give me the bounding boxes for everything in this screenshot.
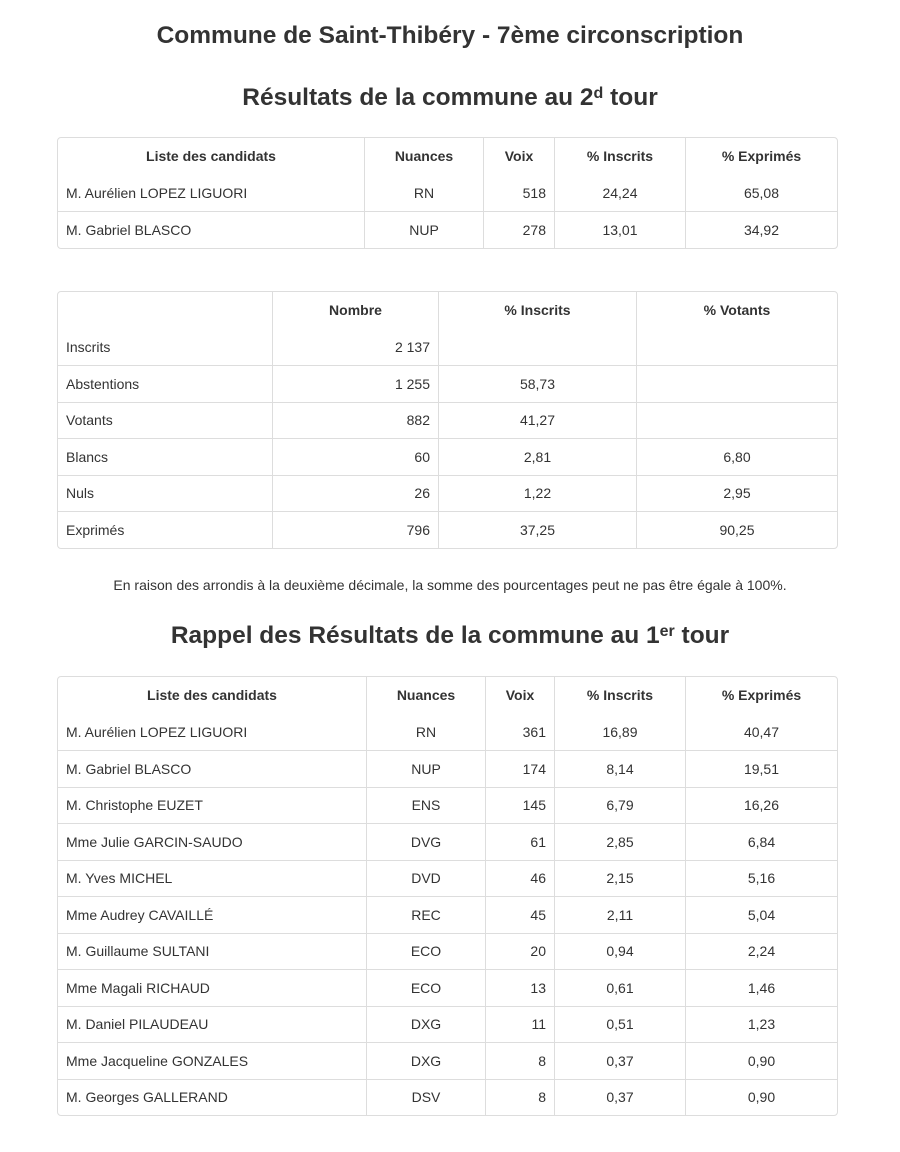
candidate-inscrits: 6,79 [554,787,685,824]
candidate-inscrits: 0,61 [554,969,685,1006]
participation-inscrits: 41,27 [438,402,636,439]
participation-inscrits: 37,25 [438,511,636,548]
candidate-inscrits: 2,11 [554,896,685,933]
candidate-exprimes: 2,24 [685,933,837,970]
participation-nombre: 2 137 [272,329,438,366]
header-votants: % Votants [636,292,837,329]
first-round-title-suffix: tour [674,622,730,649]
candidate-nuance: DXG [366,1006,485,1043]
candidate-inscrits: 2,85 [554,823,685,860]
candidate-exprimes: 0,90 [685,1042,837,1079]
table-row [58,896,837,933]
second-round-title-text: Résultats de la commune au 2 [242,84,594,111]
first-round-title-sup: er [659,623,675,640]
candidate-nuance: DVD [366,860,485,897]
participation-label: Exprimés [58,511,272,548]
participation-votants [636,329,837,366]
table-row [58,365,837,402]
candidate-nuance: ECO [366,933,485,970]
participation-nombre: 26 [272,475,438,512]
candidate-inscrits: 24,24 [554,175,685,212]
participation-table [57,291,838,549]
candidate-exprimes: 34,92 [685,211,837,248]
candidate-inscrits: 16,89 [554,714,685,751]
participation-nombre: 882 [272,402,438,439]
participation-inscrits: 1,22 [438,475,636,512]
second-round-title-suffix: tour [603,84,658,111]
candidate-nuance: NUP [366,750,485,787]
header-candidates: Liste des candidats [146,148,276,165]
candidate-nuance: DXG [366,1042,485,1079]
candidate-name: M. Yves MICHEL [58,860,366,897]
candidate-nuance: DVG [366,823,485,860]
candidate-voix: 518 [483,175,554,212]
candidate-exprimes: 5,16 [685,860,837,897]
participation-votants [636,365,837,402]
candidate-inscrits: 0,94 [554,933,685,970]
participation-nombre: 796 [272,511,438,548]
table-row [58,969,837,1006]
header-inscrits: % Inscrits [554,138,685,175]
header-empty [58,292,272,329]
candidate-name: Mme Magali RICHAUD [58,969,366,1006]
candidate-voix: 13 [485,969,554,1006]
candidate-name: Mme Jacqueline GONZALES [58,1042,366,1079]
table-row [58,1079,837,1116]
rounding-note: En raison des arrondis à la deuxième décimale, la somme des pourcentages peut ne pas être égale à 100%. [113,577,787,593]
candidate-exprimes: 0,90 [685,1079,837,1116]
participation-label: Nuls [58,475,272,512]
candidate-exprimes: 40,47 [685,714,837,751]
candidate-inscrits: 0,37 [554,1042,685,1079]
second-round-table [57,137,838,249]
header-nuances: Nuances [364,138,483,175]
header-nuances: Nuances [366,677,485,714]
candidate-exprimes: 1,23 [685,1006,837,1043]
header-exprimes: % Exprimés [685,138,837,175]
table-row [58,1042,837,1079]
candidate-nuance: RN [366,714,485,751]
candidate-exprimes: 65,08 [685,175,837,212]
candidate-name: M. Aurélien LOPEZ LIGUORI [66,184,248,201]
participation-label: Inscrits [66,338,111,355]
participation-inscrits: 2,81 [438,438,636,475]
candidate-inscrits: 8,14 [554,750,685,787]
page-title: Commune de Saint-Thibéry - 7ème circonscription [156,22,744,49]
header-inscrits: % Inscrits [554,677,685,714]
table-row [58,750,837,787]
table-row [58,933,837,970]
participation-votants: 6,80 [636,438,837,475]
candidate-voix: 174 [485,750,554,787]
header-candidates: Liste des candidats [147,687,277,704]
candidate-exprimes: 6,84 [685,823,837,860]
candidate-inscrits: 2,15 [554,860,685,897]
table-row [58,823,837,860]
table-row [58,211,837,248]
table-row [58,860,837,897]
candidate-nuance: DSV [366,1079,485,1116]
candidate-name: Mme Julie GARCIN-SAUDO [58,823,366,860]
table-header-row [58,292,837,329]
candidate-voix: 20 [485,933,554,970]
candidate-exprimes: 5,04 [685,896,837,933]
second-round-title [0,81,900,115]
candidate-voix: 45 [485,896,554,933]
first-round-title [0,619,900,653]
participation-nombre: 60 [272,438,438,475]
table-row [58,475,837,512]
second-round-rows [58,175,837,248]
header-exprimes: % Exprimés [685,677,837,714]
participation-votants: 90,25 [636,511,837,548]
candidate-voix: 361 [485,714,554,751]
participation-votants [636,402,837,439]
participation-rows [58,329,837,548]
participation-label: Blancs [58,438,272,475]
table-row [58,787,837,824]
table-row [58,329,837,366]
candidate-inscrits: 13,01 [554,211,685,248]
candidate-voix: 8 [485,1079,554,1116]
table-row [58,438,837,475]
table-header-row [58,677,837,714]
table-header-row [58,138,837,175]
participation-inscrits [438,329,636,366]
header-voix: Voix [485,677,554,714]
candidate-nuance: ECO [366,969,485,1006]
candidate-exprimes: 16,26 [685,787,837,824]
candidate-voix: 145 [485,787,554,824]
participation-label: Votants [58,402,272,439]
participation-votants: 2,95 [636,475,837,512]
table-row [58,175,837,212]
header-part-inscrits: % Inscrits [438,292,636,329]
table-row [58,1006,837,1043]
candidate-voix: 278 [483,211,554,248]
participation-inscrits: 58,73 [438,365,636,402]
table-row [58,714,837,751]
candidate-name: M. Georges GALLERAND [58,1079,366,1116]
first-round-title-text: Rappel des Résultats de la commune au 1 [170,622,660,649]
candidate-name: M. Aurélien LOPEZ LIGUORI [66,723,248,740]
candidate-voix: 8 [485,1042,554,1079]
table-row [58,402,837,439]
candidate-exprimes: 1,46 [685,969,837,1006]
candidate-nuance: NUP [364,211,483,248]
first-round-table [57,676,838,1116]
candidate-nuance: RN [364,175,483,212]
candidate-name: Mme Audrey CAVAILLÉ [58,896,366,933]
table-row [58,511,837,548]
participation-label: Abstentions [58,365,272,402]
header-nombre: Nombre [272,292,438,329]
header-voix: Voix [483,138,554,175]
candidate-exprimes: 19,51 [685,750,837,787]
candidate-voix: 11 [485,1006,554,1043]
candidate-inscrits: 0,51 [554,1006,685,1043]
candidate-inscrits: 0,37 [554,1079,685,1116]
participation-nombre: 1 255 [272,365,438,402]
candidate-name: M. Gabriel BLASCO [58,750,366,787]
candidate-nuance: ENS [366,787,485,824]
candidate-name: M. Daniel PILAUDEAU [58,1006,366,1043]
candidate-voix: 46 [485,860,554,897]
second-round-title-sup: d [593,85,604,102]
candidate-name: M. Christophe EUZET [58,787,366,824]
candidate-name: M. Guillaume SULTANI [58,933,366,970]
first-round-rows [58,714,837,1116]
candidate-voix: 61 [485,823,554,860]
candidate-nuance: REC [366,896,485,933]
candidate-name: M. Gabriel BLASCO [58,211,364,248]
